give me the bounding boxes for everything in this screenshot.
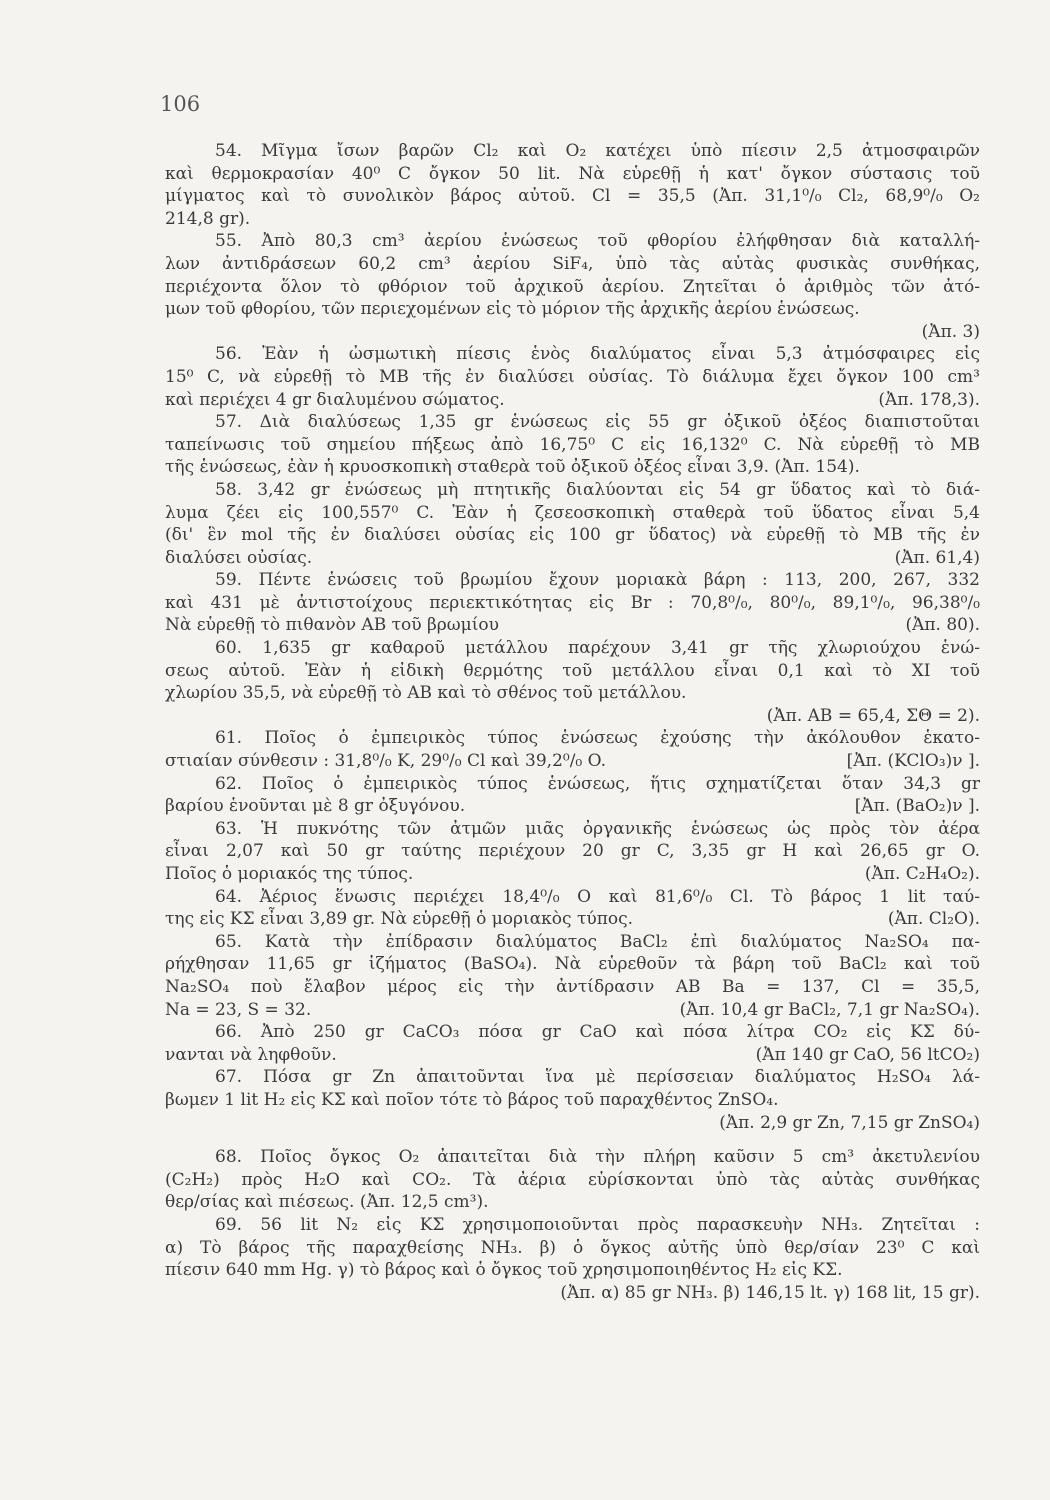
problem-line bbox=[165, 999, 980, 1022]
problem-line: χλωρίου 35,5, νὰ εὑρεθῇ τὸ ΑΒ καὶ τὸ σθένος τοῦ μετάλλου. bbox=[165, 683, 687, 704]
problem-69 bbox=[165, 1214, 980, 1304]
problem-line: 15⁰ C, νὰ εὑρεθῇ τὸ ΜΒ τῆς ἐν διαλύσει οὐσίας. Τὸ διάλυμα ἔχει ὄγκον 100 cm³ bbox=[165, 366, 980, 387]
problem-line: σεως αὐτοῦ. Ἐὰν ἡ εἰδικὴ θερμότης τοῦ μετάλλου εἶναι 0,1 καὶ τὸ ΧΙ τοῦ bbox=[165, 660, 980, 681]
problem-line: 62. Ποῖος ὁ ἐμπειρικὸς τύπος ἑνώσεως, ἥτις σχηματίζεται ὅταν 34,3 gr bbox=[215, 773, 980, 794]
answer: (Ἀπ. 61,4) bbox=[894, 547, 980, 568]
problem-line: εἶναι 2,07 καὶ 50 gr ταύτης περιέχουν 20 gr C, 3,35 gr H καὶ 26,65 gr O. bbox=[165, 841, 980, 862]
problem-text: βαρίου ἑνοῦνται μὲ 8 gr ὀξυγόνου. bbox=[165, 796, 466, 817]
problem-line bbox=[165, 614, 980, 637]
answer: (Ἀπ. 80). bbox=[905, 615, 980, 636]
problem-55 bbox=[165, 230, 980, 343]
problem-line bbox=[165, 750, 980, 773]
problem-line: 58. 3,42 gr ἑνώσεως μὴ πτητικῆς διαλύονται εἰς 54 gr ὕδατος καὶ τὸ διά- bbox=[215, 479, 980, 500]
problem-list bbox=[165, 140, 980, 1304]
problem-line bbox=[165, 547, 980, 570]
problem-line: τῆς ἑνώσεως, ἐὰν ἡ κρυοσκοπικὴ σταθερὰ τοῦ ὀξικοῦ ὀξέος εἶναι 3,9. (Ἀπ. 154). bbox=[165, 457, 860, 478]
problem-line: 214,8 gr). bbox=[165, 208, 251, 229]
answer: (Ἀπ. 178,3). bbox=[878, 389, 980, 410]
problem-66 bbox=[165, 1021, 980, 1066]
answer: [Ἀπ. (KClO₃)ν ]. bbox=[846, 751, 980, 772]
answer: (Ἀπ. Cl₂O). bbox=[887, 909, 980, 930]
problem-61 bbox=[165, 727, 980, 772]
page-number: 106 bbox=[160, 92, 201, 116]
problem-line: βωμεν 1 lit H₂ εἰς ΚΣ καὶ ποῖον τότε τὸ βάρος τοῦ παραχθέντος ZnSO₄. bbox=[165, 1089, 779, 1110]
problem-line bbox=[165, 795, 980, 818]
problem-text: διαλύσει οὐσίας. bbox=[165, 547, 313, 568]
problem-line bbox=[165, 908, 980, 931]
answer: (Ἀπ. 3) bbox=[921, 321, 980, 342]
problem-line bbox=[165, 863, 980, 886]
problem-64 bbox=[165, 886, 980, 931]
problem-line: καὶ 431 μὲ ἀντιστοίχους περιεκτικότητας εἰς Br : 70,8⁰/₀, 80⁰/₀, 89,1⁰/₀, 96,38⁰/₀ bbox=[165, 592, 980, 613]
problem-line: μων τοῦ φθορίου, τῶν περιεχομένων εἰς τὸ μόριον τῆς ἀρχικῆς ἀερίου ἑνώσεως. bbox=[165, 299, 860, 320]
problem-line: λων ἀντιδράσεων 60,2 cm³ ἀερίου SiF₄, ὑπὸ τὰς αὐτὰς φυσικὰς συνθήκας, bbox=[165, 253, 980, 274]
problem-line: καὶ θερμοκρασίαν 40⁰ C ὄγκον 50 lit. Νὰ εὑρεθῇ ἡ κατ' ὄγκον σύστασις τοῦ bbox=[165, 163, 980, 184]
problem-text: της εἰς ΚΣ εἶναι 3,89 gr. Νὰ εὑρεθῇ ὁ μοριακὸς τύπος. bbox=[165, 909, 634, 930]
problem-68 bbox=[165, 1146, 980, 1214]
problem-line: 60. 1,635 gr καθαροῦ μετάλλου παρέχουν 3,41 gr τῆς χλωριούχου ἑνώ- bbox=[215, 638, 980, 659]
problem-62 bbox=[165, 773, 980, 818]
problem-line: (δι' ἓν mol τῆς ἐν διαλύσει οὐσίας εἰς 100 gr ὕδατος) νὰ εὑρεθῇ τὸ ΜΒ τῆς ἐν bbox=[165, 525, 980, 546]
problem-text: καὶ περιέχει 4 gr διαλυμένου σώματος. bbox=[165, 389, 505, 410]
problem-line: 67. Πόσα gr Zn ἀπαιτοῦνται ἵνα μὲ περίσσειαν διαλύματος H₂SO₄ λά- bbox=[215, 1067, 980, 1088]
problem-59 bbox=[165, 569, 980, 637]
answer: (Ἀπ. 10,4 gr BaCl₂, 7,1 gr Na₂SO₄). bbox=[679, 999, 980, 1020]
problem-text: νανται νὰ ληφθοῦν. bbox=[165, 1044, 337, 1065]
problem-58 bbox=[165, 479, 980, 569]
answer: (Ἀπ. 2,9 gr Zn, 7,15 gr ZnSO₄) bbox=[719, 1112, 980, 1133]
answer: (Ἀπ 140 gr CaO, 56 ltCO₂) bbox=[755, 1044, 980, 1065]
answer: (Ἀπ. C₂H₄O₂). bbox=[864, 864, 980, 884]
problem-line: ρήχθησαν 11,65 gr ἰζήματος (BaSO₄). Νὰ εὑρεθοῦν τὰ βάρη τοῦ BaCl₂ καὶ τοῦ bbox=[165, 954, 980, 975]
problem-line: 64. Ἀέριος ἕνωσις περιέχει 18,4⁰/₀ O καὶ 81,6⁰/₀ Cl. Τὸ βάρος 1 lit ταύ- bbox=[215, 886, 980, 907]
problem-line bbox=[165, 1044, 980, 1067]
problem-56 bbox=[165, 343, 980, 411]
problem-line: (C₂H₂) πρὸς H₂O καὶ CO₂. Τὰ ἀέρια εὑρίσκονται ὑπὸ τὰς αὐτὰς συνθήκας bbox=[165, 1169, 980, 1190]
problem-63 bbox=[165, 818, 980, 886]
problem-line bbox=[165, 389, 980, 412]
problem-line: 63. Ἡ πυκνότης τῶν ἀτμῶν μιᾶς ὀργανικῆς ἑνώσεως ὡς πρὸς τὸν ἀέρα bbox=[215, 818, 980, 839]
problem-line: 68. Ποῖος ὄγκος O₂ ἀπαιτεῖται διὰ τὴν πλήρη καῦσιν 5 cm³ ἀκετυλενίου bbox=[215, 1147, 980, 1168]
problem-line: περιέχοντα ὅλον τὸ φθόριον τοῦ ἀρχικοῦ ἀερίου. Ζητεῖται ὁ ἀριθμὸς τῶν ἀτό- bbox=[165, 276, 980, 297]
problem-line: Na₂SO₄ ποὺ ἔλαβον μέρος εἰς τὴν ἀντίδρασιν ΑΒ Ba = 137, Cl = 35,5, bbox=[165, 976, 980, 997]
problem-text: Ποῖος ὁ μοριακός της τύπος. bbox=[165, 864, 414, 884]
problem-54 bbox=[165, 140, 980, 230]
problem-line: μίγματος καὶ τὸ συνολικὸν βάρος αὐτοῦ. Cl = 35,5 (Ἀπ. 31,1⁰/₀ Cl₂, 68,9⁰/₀ O₂ bbox=[165, 186, 980, 207]
answer: (Ἀπ. α) 85 gr NH₃. β) 146,15 lt. γ) 168 lit, 15 gr). bbox=[560, 1282, 980, 1303]
problem-line: λυμα ζέει εἰς 100,557⁰ C. Ἐὰν ἡ ζεσεοσκοπικὴ σταθερὰ τοῦ ὕδατος εἶναι 5,4 bbox=[165, 502, 980, 523]
problem-60 bbox=[165, 637, 980, 727]
problem-line: 57. Διὰ διαλύσεως 1,35 gr ἑνώσεως εἰς 55 gr ὀξικοῦ ὀξέος διαπιστοῦται bbox=[215, 412, 980, 433]
problem-line: 59. Πέντε ἑνώσεις τοῦ βρωμίου ἔχουν μοριακὰ βάρη : 113, 200, 267, 332 bbox=[215, 570, 980, 591]
answer: [Ἀπ. (BaO₂)ν ]. bbox=[854, 796, 980, 817]
problem-text: στιαίαν σύνθεσιν : 31,8⁰/₀ K, 29⁰/₀ Cl καὶ 39,2⁰/₀ O. bbox=[165, 751, 606, 772]
problem-67 bbox=[165, 1066, 980, 1134]
problem-line: πίεσιν 640 mm Hg. γ) τὸ βάρος καὶ ὁ ὄγκος τοῦ χρησιμοποιηθέντος H₂ εἰς ΚΣ. bbox=[165, 1260, 843, 1281]
problem-line: 66. Ἀπὸ 250 gr CaCO₃ πόσα gr CaO καὶ πόσα λίτρα CO₂ εἰς ΚΣ δύ- bbox=[215, 1022, 980, 1043]
problem-line: 54. Μῖγμα ἴσων βαρῶν Cl₂ καὶ O₂ κατέχει ὑπὸ πίεσιν 2,5 ἀτμοσφαιρῶν bbox=[215, 141, 980, 161]
problem-57 bbox=[165, 411, 980, 479]
problem-line: ταπείνωσις τοῦ σημείου πήξεως ἀπὸ 16,75⁰ C εἰς 16,132⁰ C. Νὰ εὑρεθῇ τὸ ΜΒ bbox=[165, 434, 980, 455]
problem-line: α) Τὸ βάρος τῆς παραχθείσης NH₃. β) ὁ ὄγκος αὐτῆς ὑπὸ θερ/σίαν 23⁰ C καὶ bbox=[165, 1237, 980, 1258]
answer: (Ἀπ. ΑΒ = 65,4, ΣΘ = 2). bbox=[766, 705, 980, 726]
problem-line: 69. 56 lit N₂ εἰς ΚΣ χρησιμοποιοῦνται πρὸς παρασκευὴν NH₃. Ζητεῖται : bbox=[215, 1214, 980, 1235]
problem-line: 55. Ἀπὸ 80,3 cm³ ἀερίου ἑνώσεως τοῦ φθορίου ἐλήφθησαν διὰ καταλλή- bbox=[215, 231, 980, 252]
problem-line: θερ/σίας καὶ πιέσεως. (Ἀπ. 12,5 cm³). bbox=[165, 1192, 489, 1213]
problem-line: 56. Ἐὰν ἡ ὠσμωτικὴ πίεσις ἑνὸς διαλύματος εἶναι 5,3 ἀτμόσφαιρες εἰς bbox=[215, 344, 980, 365]
problem-text: Νὰ εὑρεθῇ τὸ πιθανὸν ΑΒ τοῦ βρωμίου bbox=[165, 615, 499, 636]
problem-text: Na = 23, S = 32. bbox=[165, 999, 312, 1020]
problem-line: 61. Ποῖος ὁ ἐμπειρικὸς τύπος ἑνώσεως ἐχούσης τὴν ἀκόλουθον ἑκατο- bbox=[215, 728, 980, 749]
problem-line: 65. Κατὰ τὴν ἐπίδρασιν διαλύματος BaCl₂ ἐπὶ διαλύματος Na₂SO₄ πα- bbox=[215, 931, 980, 952]
problem-65 bbox=[165, 931, 980, 1021]
